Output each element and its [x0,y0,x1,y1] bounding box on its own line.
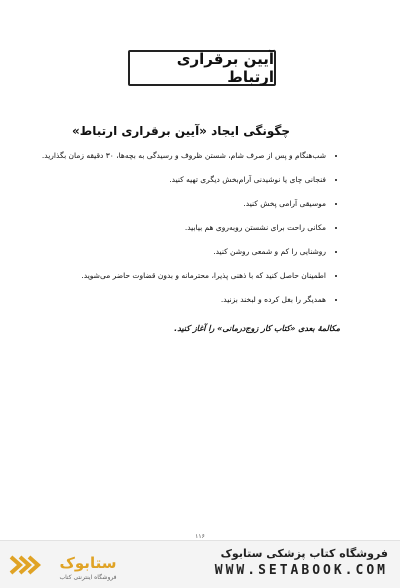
list-item: • همدیگر را بغل کرده و لبخند بزنید. [26,294,326,306]
logo-text: ستابوک [59,554,117,572]
logo-subtext: فروشگاه اینترنتی کتاب [59,574,117,581]
steps-list [26,150,340,318]
instruction-text: مکالمهٔ بعدی «کتاب کار زوج‌درمانی» را آغاز کنید. [174,324,340,333]
store-name: فروشگاه کتاب پزشکی ستابوک [220,547,388,560]
page-number: ۱۱۶ [195,533,205,540]
store-url-link[interactable]: WWW.SETABOOK.COM [214,563,388,578]
list-item: • اطمینان حاصل کنید که با ذهنی پذیرا، محترمانه و بدون قضاوت حاضر می‌شوید. [26,270,326,282]
list-item: • فنجانی چای یا نوشیدنی آرام‌بخش دیگری تهیه کنید. [26,174,326,186]
store-footer-banner[interactable] [0,540,400,588]
list-item: • شب‌هنگام و پس از صرف شام، شستن ظروف و رسیدگی به بچه‌ها، ۳۰ دقیقه زمان بگذارید. [26,150,326,162]
document-title: آیین برقراری ارتباط [128,50,276,86]
list-item: • موسیقی آرامی پخش کنید. [26,198,326,210]
setabook-logo[interactable] [8,547,133,583]
list-item: • روشنایی را کم و شمعی روشن کنید. [26,246,326,258]
section-heading: چگونگی ایجاد «آیین برقراری ارتباط» [72,124,290,138]
list-item: • مکانی راحت برای نشستن روبه‌روی هم بیابید. [26,222,326,234]
